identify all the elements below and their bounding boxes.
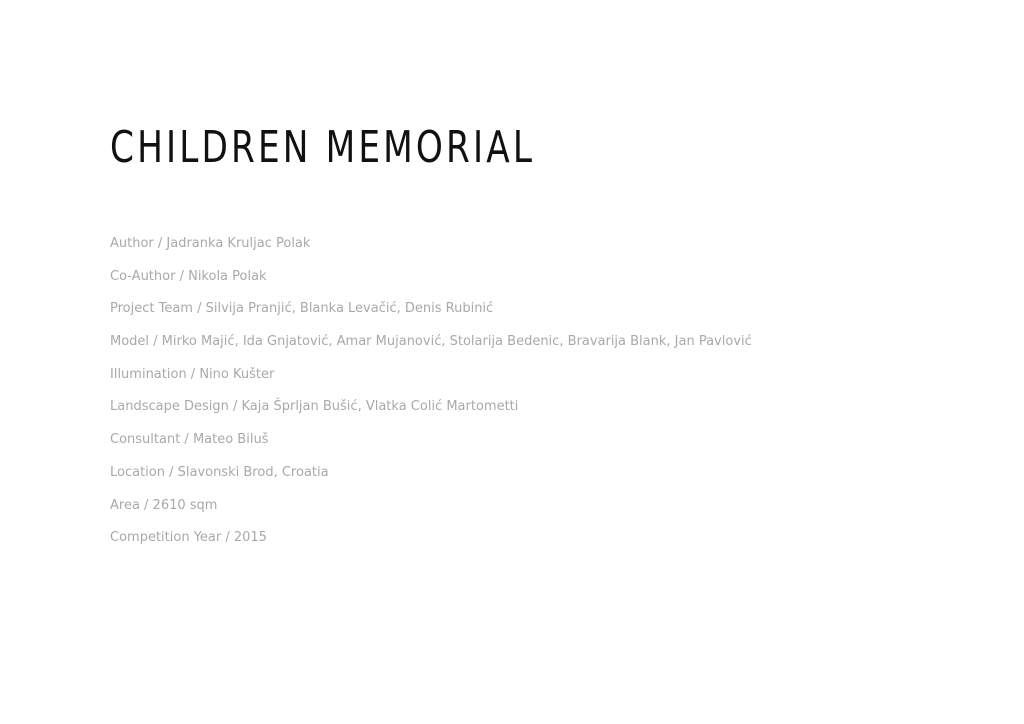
- credit-model: Model / Mirko Majić, Ida Gnjatović, Amar Mujanović, Stolarija Bedenic, Bravarija Blank, Jan Pavlović: [110, 334, 752, 350]
- page-title: CHILDREN MEMORIAL: [110, 122, 536, 173]
- credits-list: [110, 234, 752, 561]
- credit-author: Author / Jadranka Kruljac Polak: [110, 236, 311, 251]
- credit-project-team: Project Team / Silvija Pranjić, Blanka Levačić, Denis Rubinić: [110, 301, 494, 317]
- credit-area: Area / 2610 sqm: [110, 497, 218, 513]
- credit-co-author: Co-Author / Nikola Polak: [110, 268, 267, 284]
- credit-landscape-design: Landscape Design / Kaja Šprljan Bušić, Vlatka Colić Martometti: [110, 399, 519, 415]
- credit-competition-year: Competition Year / 2015: [110, 530, 267, 546]
- credit-consultant: Consultant / Mateo Biluš: [110, 432, 269, 448]
- credit-location: Location / Slavonski Brod, Croatia: [110, 464, 329, 480]
- credit-illumination: Illumination / Nino Kušter: [110, 366, 275, 382]
